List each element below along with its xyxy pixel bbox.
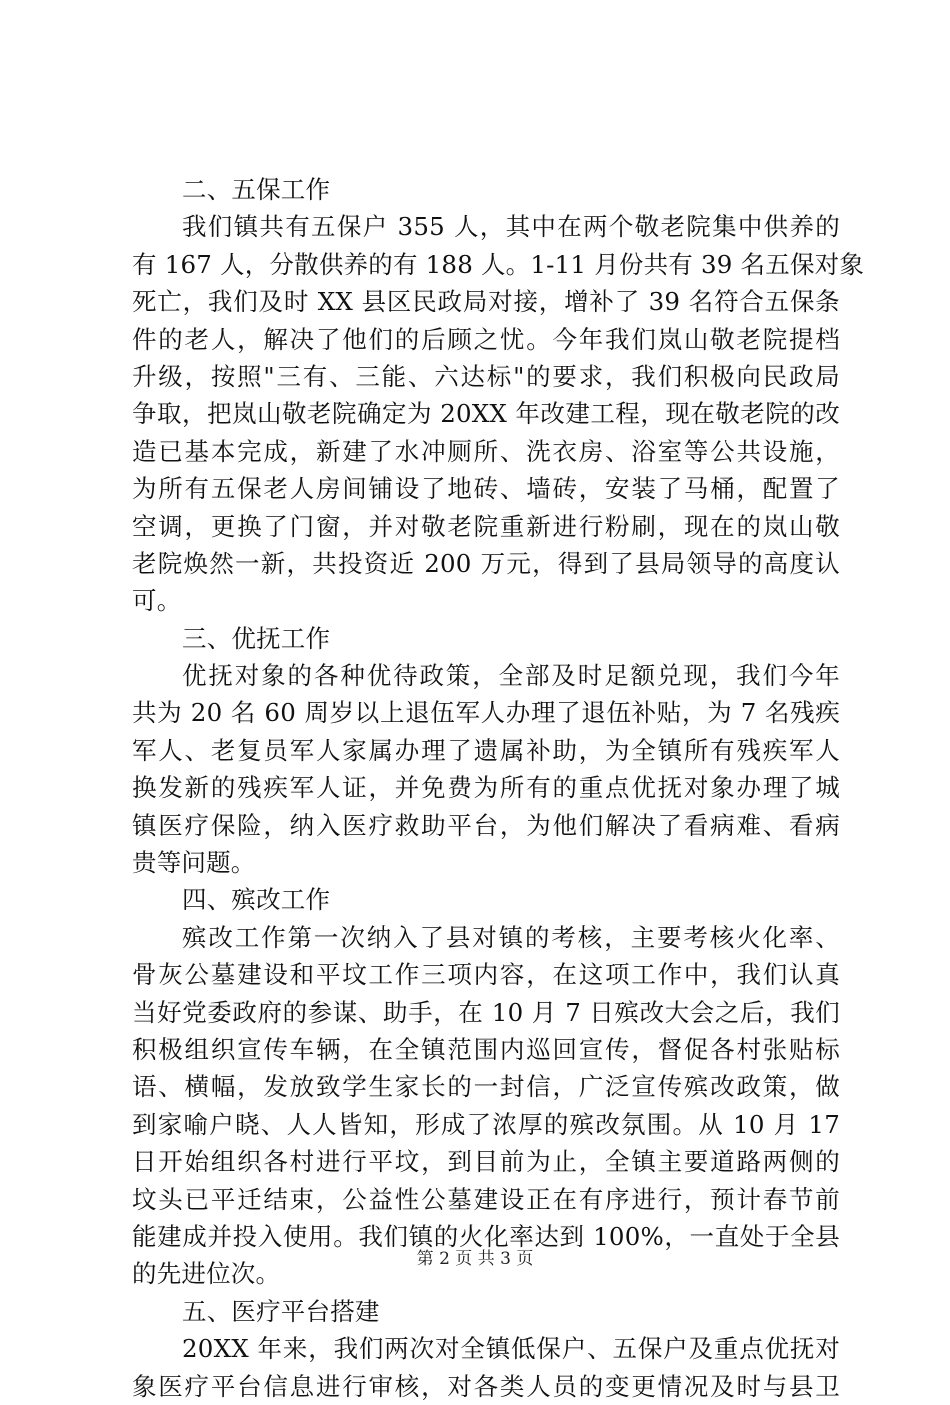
paragraph-line: 造已基本完成，新建了水冲厕所、洗衣房、浴室等公共设施， [132,436,840,466]
paragraph-line: 有 167 人，分散供养的有 188 人。1-11 月份共有 39 名五保对象 [132,249,865,279]
paragraph-line: 20XX 年来，我们两次对全镇低保户、五保户及重点优抚对 [182,1334,840,1364]
paragraph-line: 我们镇共有五保户 355 人，其中在两个敬老院集中供养的 [182,212,840,242]
paragraph-line: 积极组织宣传车辆，在全镇范围内巡回宣传，督促各村张贴标 [132,1034,840,1064]
paragraph-line: 骨灰公墓建设和平坟工作三项内容，在这项工作中，我们认真 [132,960,840,990]
paragraph-line: 能建成并投入使用。我们镇的火化率达到 100%，一直处于全县 [132,1221,840,1251]
paragraph-line: 殡改工作第一次纳入了县对镇的考核，主要考核火化率、 [182,922,840,952]
paragraph-line: 语、横幅，发放致学生家长的一封信，广泛宣传殡改政策，做 [132,1072,840,1102]
paragraph-line: 死亡，我们及时 XX 县区民政局对接，增补了 39 名符合五保条 [132,287,840,317]
section-heading: 二、五保工作 [182,175,331,204]
paragraph-line: 到家喻户晓、人人皆知，形成了浓厚的殡改氛围。从 10 月 17 [132,1109,840,1139]
paragraph-line: 为所有五保老人房间铺设了地砖、墙砖，安装了马桶，配置了 [132,474,840,504]
document-body [132,171,865,1405]
section-heading: 四、殡改工作 [182,885,331,915]
paragraph-line: 共为 20 名 60 周岁以上退伍军人办理了退伍补贴，为 7 名残疾 [132,698,840,728]
paragraph-line: 象医疗平台信息进行审核，对各类人员的变更情况及时与县卫 [132,1371,840,1401]
paragraph-line: 争取，把岚山敬老院确定为 20XX 年改建工程，现在敬老院的改 [132,399,840,429]
paragraph-line: 的先进位次。 [132,1259,281,1289]
paragraph-line: 换发新的残疾军人证，并免费为所有的重点优抚对象办理了城 [132,773,840,803]
paragraph-line: 空调，更换了门窗，并对敬老院重新进行粉刷，现在的岚山敬 [132,511,840,541]
paragraph-line: 当好党委政府的参谋、助手，在 10 月 7 日殡改大会之后，我们 [132,997,840,1027]
paragraph-line: 可。 [132,586,182,616]
paragraph-line: 件的老人，解决了他们的后顾之忧。今年我们岚山敬老院提档 [132,324,840,354]
paragraph-line: 优抚对象的各种优待政策，全部及时足额兑现，我们今年 [182,661,840,691]
section-heading: 五、医疗平台搭建 [182,1296,380,1326]
paragraph-line: 日开始组织各村进行平坟，到目前为止，全镇主要道路两侧的 [132,1147,840,1177]
section-heading: 三、优抚工作 [182,623,331,653]
paragraph-line: 镇医疗保险，纳入医疗救助平台，为他们解决了看病难、看病 [132,810,840,840]
paragraph-line: 贵等问题。 [132,848,256,878]
paragraph-line: 老院焕然一新，共投资近 200 万元，得到了县局领导的高度认 [132,548,840,578]
paragraph-line: 升级，按照"三有、三能、六达标"的要求，我们积极向民政局 [132,361,840,391]
paragraph-line: 军人、老复员军人家属办理了遗属补助，为全镇所有残疾军人 [132,735,840,765]
page-number-footer: 第 2 页 共 3 页 [416,1249,534,1269]
paragraph-line: 坟头已平迁结束，公益性公墓建设正在有序进行，预计春节前 [132,1184,840,1214]
